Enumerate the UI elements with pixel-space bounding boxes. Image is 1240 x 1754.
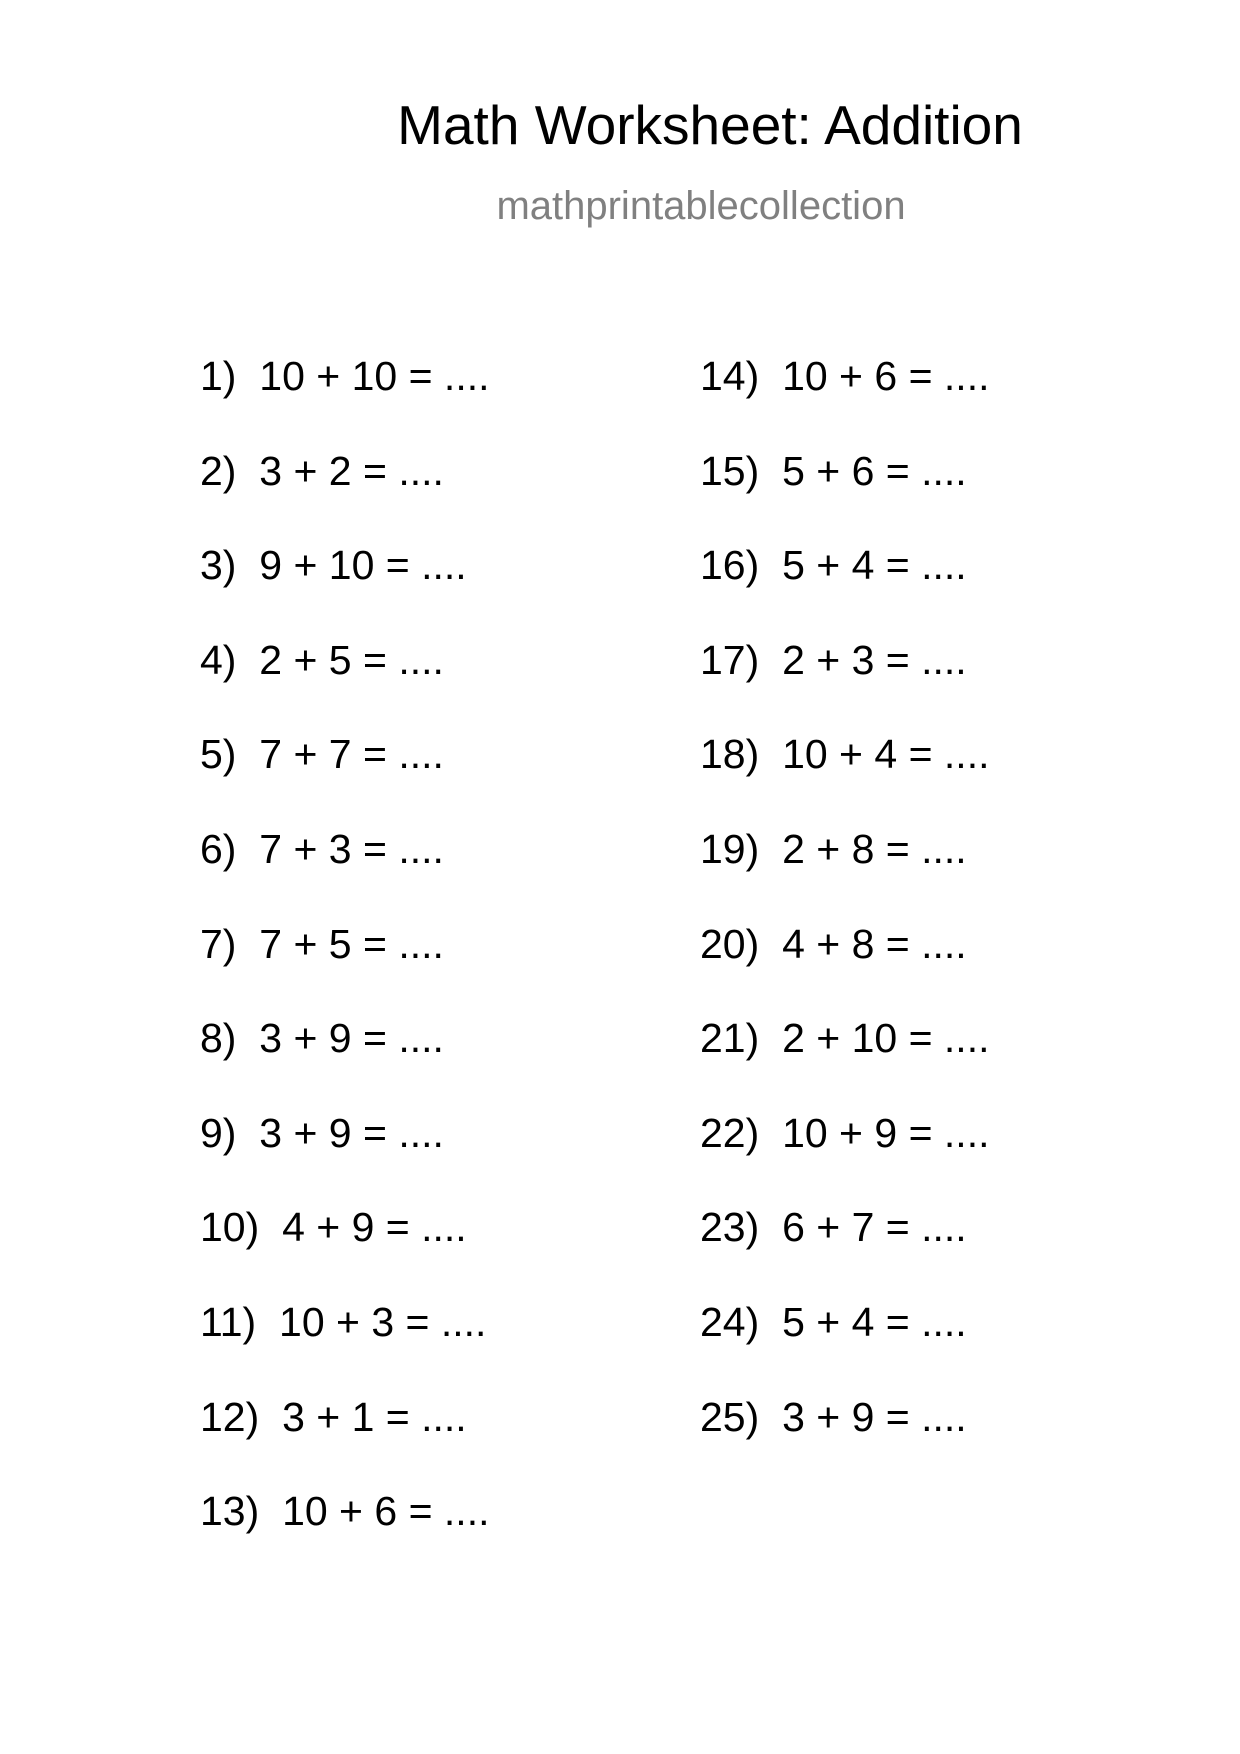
problem-number: 16): [700, 542, 760, 589]
problem-number: 23): [700, 1204, 760, 1251]
problem-item: [700, 922, 990, 1017]
problem-expression: 3 + 9 = ....: [782, 1393, 967, 1440]
problem-item: [700, 1395, 990, 1490]
problem-item: [200, 638, 490, 733]
problem-expression: 9 + 10 = ....: [259, 542, 467, 589]
problem-expression: 7 + 3 = ....: [259, 825, 444, 872]
problem-expression: 3 + 9 = ....: [259, 1015, 444, 1062]
problem-expression: 3 + 9 = ....: [259, 1109, 444, 1156]
problem-item: [700, 1205, 990, 1300]
problem-item: [700, 449, 990, 544]
problems-column-right: [700, 354, 990, 1489]
problem-number: 4): [200, 636, 237, 683]
problem-number: 11): [200, 1298, 257, 1345]
problem-number: 1): [200, 353, 237, 399]
problem-number: 6): [200, 825, 237, 872]
problem-number: 22): [700, 1109, 760, 1156]
problem-number: 24): [700, 1298, 760, 1345]
problem-item: [700, 732, 990, 827]
problem-number: 25): [700, 1393, 760, 1440]
problems-column-left: [200, 354, 490, 1584]
problem-item: [200, 449, 490, 544]
problem-expression: 10 + 3 = ....: [279, 1298, 487, 1345]
problem-number: 3): [200, 542, 237, 589]
problem-number: 18): [700, 731, 760, 778]
problem-item: [700, 1016, 990, 1111]
problem-expression: 2 + 5 = ....: [259, 636, 444, 683]
problem-expression: 3 + 1 = ....: [282, 1393, 467, 1440]
problem-expression: 5 + 6 = ....: [782, 447, 967, 494]
problem-item: [200, 1205, 490, 1300]
problem-number: 7): [200, 920, 237, 967]
problem-expression: 10 + 4 = ....: [782, 731, 990, 778]
problem-number: 5): [200, 731, 237, 778]
problem-expression: 5 + 4 = ....: [782, 1298, 967, 1345]
problem-number: 9): [200, 1109, 237, 1156]
problem-item: [700, 638, 990, 733]
problem-number: 10): [200, 1204, 260, 1251]
problem-number: 17): [700, 636, 760, 683]
problem-number: 12): [200, 1393, 260, 1440]
problem-number: 13): [200, 1488, 260, 1535]
problem-number: 20): [700, 920, 760, 967]
problem-expression: 10 + 6 = ....: [282, 1488, 490, 1535]
problem-expression: 2 + 10 = ....: [782, 1015, 990, 1062]
problem-item: [200, 354, 490, 449]
problem-expression: 6 + 7 = ....: [782, 1204, 967, 1251]
problem-expression: 2 + 3 = ....: [782, 636, 967, 683]
problem-item: [700, 827, 990, 922]
problem-item: [200, 1300, 490, 1395]
problem-number: 19): [700, 825, 760, 872]
worksheet-title: Math Worksheet: Addition: [397, 94, 1023, 156]
problem-item: [200, 732, 490, 827]
problem-expression: 5 + 4 = ....: [782, 542, 967, 589]
problem-item: [200, 1016, 490, 1111]
worksheet-subtitle: mathprintablecollection: [496, 184, 906, 228]
problem-expression: 2 + 8 = ....: [782, 825, 967, 872]
problem-item: [200, 543, 490, 638]
problem-expression: 4 + 9 = ....: [282, 1204, 467, 1251]
problem-item: [700, 1300, 990, 1395]
problem-number: 21): [700, 1015, 760, 1062]
problem-item: [200, 922, 490, 1017]
problem-item: [700, 1111, 990, 1206]
problem-expression: 10 + 9 = ....: [782, 1109, 990, 1156]
problem-expression: 4 + 8 = ....: [782, 920, 967, 967]
problem-item: [200, 1111, 490, 1206]
problem-item: [700, 543, 990, 638]
problem-expression: 10 + 6 = ....: [782, 353, 990, 399]
problem-number: 8): [200, 1015, 237, 1062]
problem-expression: 3 + 2 = ....: [259, 447, 444, 494]
problem-item: [200, 827, 490, 922]
problem-item: [200, 1489, 490, 1584]
problem-expression: 10 + 10 = ....: [259, 353, 490, 399]
problem-item: [200, 1395, 490, 1490]
problem-expression: 7 + 5 = ....: [259, 920, 444, 967]
problem-expression: 7 + 7 = ....: [259, 731, 444, 778]
problem-number: 14): [700, 353, 760, 399]
problem-item: [700, 354, 990, 449]
problem-number: 2): [200, 447, 237, 494]
problem-number: 15): [700, 447, 760, 494]
